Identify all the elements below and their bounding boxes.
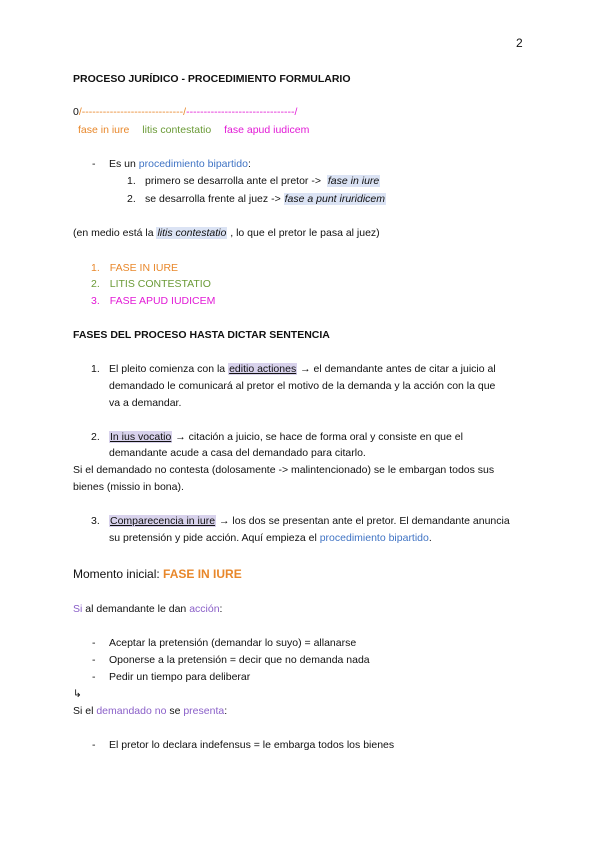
phase-label: LITIS CONTESTATIO: [109, 278, 211, 290]
timeline: [73, 106, 297, 118]
accion-colon: :: [219, 603, 223, 615]
momento-inicial: [73, 567, 242, 581]
accion-term: acción: [189, 603, 220, 615]
timeline-labels: [78, 124, 309, 136]
phase-item-2: [91, 278, 211, 290]
bipartito-item-highlight: fase a punt iruridicem: [284, 193, 386, 205]
step-2-line-1: [109, 431, 463, 443]
phase-label: FASE IN IURE: [109, 262, 179, 274]
step-number: 2.: [91, 431, 100, 443]
list-dash: -: [92, 654, 96, 666]
step-2-note-line-2: bienes (missio in bona).: [73, 481, 184, 493]
step-number: 3.: [91, 515, 100, 527]
list-dash: -: [92, 739, 96, 751]
no-presenta-se: se: [166, 705, 184, 717]
bipartito-item-text: primero se desarrolla ante el pretor ->: [145, 175, 321, 187]
step-2-line-2: demandante acude a casa del demandado para citarlo.: [109, 447, 366, 459]
bipartito-line: [109, 158, 251, 170]
no-presenta-si: Si el: [73, 705, 97, 717]
litis-note-after: , lo que el pretor le pasa al juez): [227, 227, 380, 239]
section-title: FASES DEL PROCESO HASTA DICTAR SENTENCIA: [73, 329, 330, 341]
page-number: 2: [516, 36, 523, 50]
timeline-segment-1: /-----------------------------/: [78, 106, 187, 118]
step-2-note-line-1: Si el demandado no contesta (dolosamente -> malintencionado) se le embargan todos sus: [73, 464, 495, 476]
phase-number: 1.: [91, 262, 100, 274]
step-term: editio actiones: [229, 363, 297, 375]
bipartito-intro: Es un: [109, 158, 139, 170]
litis-note: [73, 227, 380, 239]
phase-item-1: [91, 262, 178, 274]
accion-option-1: Aceptar la pretensión (demandar lo suyo) = allanarse: [109, 637, 357, 649]
no-presenta-colon: :: [224, 705, 228, 717]
bipartito-term: procedimiento bipartido: [138, 158, 248, 170]
step-1-line-1: [109, 363, 496, 375]
timeline-label-iure: fase in iure: [78, 124, 130, 136]
list-dash: -: [92, 671, 96, 683]
accion-option-2: Oponerse a la pretensión = decir que no demanda nada: [109, 654, 370, 666]
timeline-label-iudicem: fase apud iudicem: [224, 124, 310, 136]
phase-number: 3.: [91, 295, 100, 307]
accion-line: [73, 603, 222, 615]
litis-note-highlight: litis contestatio: [157, 227, 227, 239]
accion-option-3: Pedir un tiempo para deliberar: [109, 671, 251, 683]
bipartito-item-highlight: fase in iure: [327, 175, 380, 187]
phase-number: 2.: [91, 278, 100, 290]
bipartito-item-text: se desarrolla frente al juez ->: [145, 193, 281, 205]
step-text: El pleito comienza con la: [109, 363, 229, 375]
arrow-icon: ↳: [73, 688, 82, 700]
step-3-line-1: [109, 515, 510, 527]
step-1-line-3: va a demandar.: [109, 397, 182, 409]
step-text: .: [428, 532, 432, 544]
page-title: PROCESO JURÍDICO - PROCEDIMIENTO FORMULARIO: [73, 73, 351, 85]
bipartito-item-1: [145, 175, 380, 187]
momento-phase: FASE IN IURE: [163, 567, 242, 581]
litis-note-before: (en medio está la: [73, 227, 157, 239]
list-number: 1.: [127, 175, 136, 187]
step-term-blue: procedimiento bipartido: [319, 532, 429, 544]
bipartito-item-2: [145, 193, 386, 205]
phase-item-3: [91, 295, 215, 307]
timeline-start: 0: [73, 106, 79, 118]
step-3-line-2: [109, 532, 432, 544]
accion-middle: al demandante le dan: [82, 603, 190, 615]
accion-si: Si: [73, 603, 83, 615]
no-presenta-demandado: demandado no: [96, 705, 167, 717]
timeline-segment-2: -------------------------------/: [186, 106, 298, 118]
step-text: → el demandante antes de citar a juicio al: [297, 363, 496, 375]
no-presenta-item-1: El pretor lo declara indefensus = le embarga todos los bienes: [109, 739, 395, 751]
list-dash: -: [92, 158, 96, 170]
step-term: In ius vocatio: [110, 431, 172, 443]
momento-label: Momento inicial:: [73, 567, 164, 581]
step-text: → los dos se presentan ante el pretor. El demandante anuncia: [216, 515, 510, 527]
no-presenta-line: [73, 705, 227, 717]
phase-label: FASE APUD IUDICEM: [109, 295, 216, 307]
step-text: → citación a juicio, se hace de forma oral y consiste en que el: [172, 431, 463, 443]
step-1-line-2: demandado le comunicará al pretor el motivo de la demanda y la acción con la que: [109, 380, 496, 392]
step-number: 1.: [91, 363, 100, 375]
step-text: su pretensión y pide acción. Aquí empieza el: [109, 532, 320, 544]
list-number: 2.: [127, 193, 136, 205]
bipartito-colon: :: [247, 158, 251, 170]
list-dash: -: [92, 637, 96, 649]
timeline-label-litis: litis contestatio: [142, 124, 212, 136]
step-term: Comparecencia in iure: [110, 515, 216, 527]
no-presenta-presenta: presenta: [183, 705, 225, 717]
